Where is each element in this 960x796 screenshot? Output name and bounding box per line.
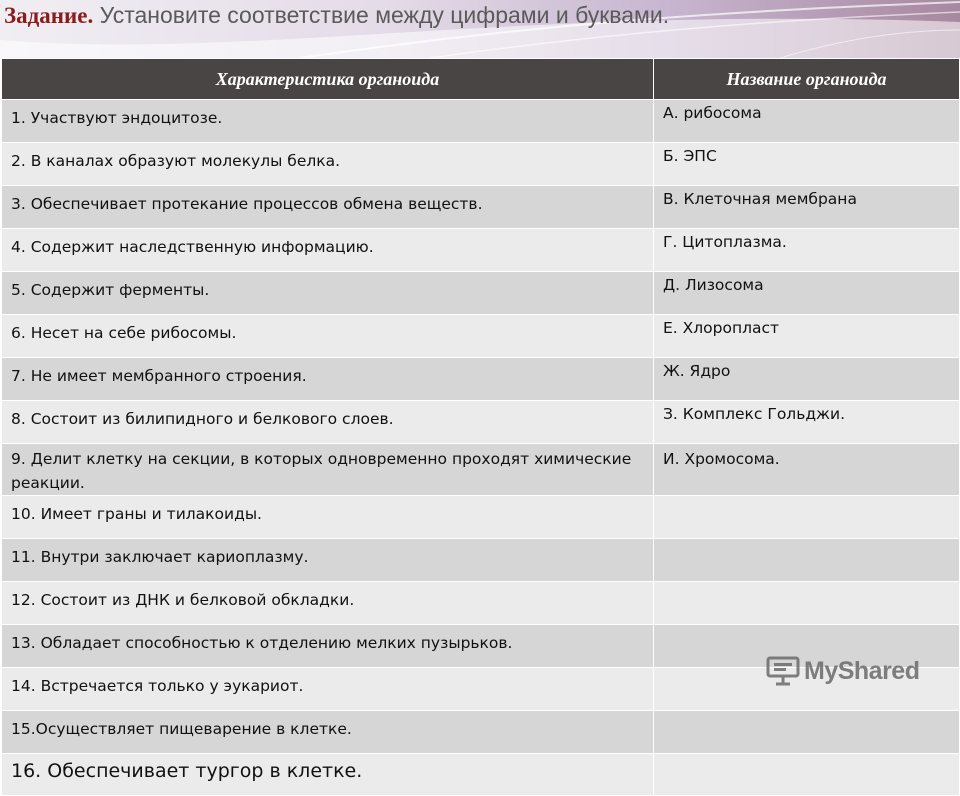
presentation-board-icon <box>766 656 800 686</box>
organoid-name-cell: З. Комплекс Гольджи. <box>654 401 960 444</box>
characteristic-cell: 5. Содержит ферменты. <box>2 272 654 315</box>
organoid-name-cell <box>654 582 960 625</box>
table-row <box>2 444 960 496</box>
table-header-row <box>2 59 960 100</box>
characteristic-cell: 4. Содержит наследственную информацию. <box>2 229 654 272</box>
header-organoid-name: Название органоида <box>654 59 960 100</box>
organoid-name-cell <box>654 711 960 754</box>
table-row <box>2 100 960 143</box>
task-title <box>4 2 669 29</box>
organoid-name-cell: Г. Цитоплазма. <box>654 229 960 272</box>
table-row <box>2 582 960 625</box>
characteristic-cell: 7. Не имеет мембранного строения. <box>2 358 654 401</box>
characteristic-cell: 14. Встречается только у эукариот. <box>2 668 654 711</box>
organoid-name-cell: Д. Лизосома <box>654 272 960 315</box>
watermark-text: MyShared <box>804 656 920 685</box>
table-row <box>2 315 960 358</box>
task-title-text: Установите соответствие между цифрами и буквами. <box>93 2 670 28</box>
table-row <box>2 539 960 582</box>
characteristic-cell: 6. Несет на себе рибосомы. <box>2 315 654 358</box>
organoid-name-cell <box>654 496 960 539</box>
organoid-name-cell: Ж. Ядро <box>654 358 960 401</box>
characteristic-cell: 8. Состоит из билипидного и белкового слоев. <box>2 401 654 444</box>
watermark <box>766 656 919 686</box>
organoid-name-cell: В. Клеточная мембрана <box>654 186 960 229</box>
characteristic-cell: 13. Обладает способностью к отделению мелких пузырьков. <box>2 625 654 668</box>
characteristic-cell: 3. Обеспечивает протекание процессов обмена веществ. <box>2 186 654 229</box>
characteristic-cell: 12. Состоит из ДНК и белковой обкладки. <box>2 582 654 625</box>
characteristic-cell: 1. Участвуют эндоцитозе. <box>2 100 654 143</box>
characteristic-cell: 9. Делит клетку на секции, в которых одновременно проходят химические реакции. <box>2 444 654 496</box>
organoid-name-cell: И. Хромосома. <box>654 444 960 496</box>
table-row <box>2 358 960 401</box>
table-row <box>2 272 960 315</box>
organoid-name-cell <box>654 539 960 582</box>
organoid-name-cell: Б. ЭПС <box>654 143 960 186</box>
characteristic-cell: 15.Осуществляет пищеварение в клетке. <box>2 711 654 754</box>
table-row <box>2 711 960 754</box>
organoid-name-cell: Е. Хлоропласт <box>654 315 960 358</box>
organoid-name-cell <box>654 754 960 796</box>
table-row <box>2 186 960 229</box>
characteristic-cell: 16. Обеспечивает тургор в клетке. <box>2 754 654 796</box>
characteristic-cell: 11. Внутри заключает кариоплазму. <box>2 539 654 582</box>
table-row <box>2 401 960 444</box>
table-row <box>2 229 960 272</box>
organoid-name-cell: А. рибосома <box>654 100 960 143</box>
table-row <box>2 754 960 796</box>
table-row <box>2 143 960 186</box>
task-title-lead: Задание. <box>4 3 94 28</box>
characteristic-cell: 10. Имеет граны и тилакоиды. <box>2 496 654 539</box>
header-characteristic: Характеристика органоида <box>2 59 654 100</box>
characteristic-cell: 2. В каналах образуют молекулы белка. <box>2 143 654 186</box>
table-row <box>2 496 960 539</box>
